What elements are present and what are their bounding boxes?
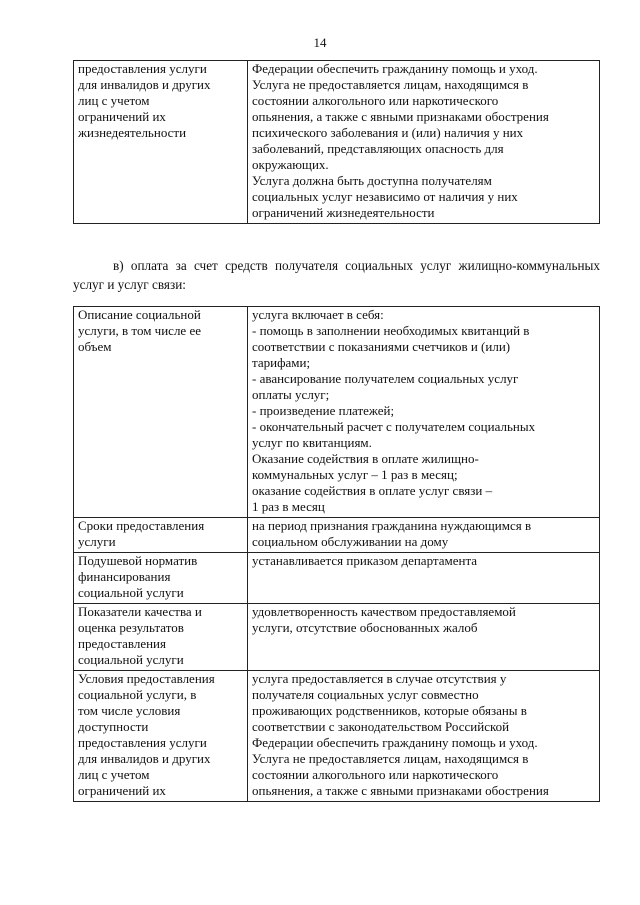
table-row xyxy=(74,671,600,802)
table-row xyxy=(74,604,600,671)
table-cell-label: Подушевой норматив финансирования социальной услуги xyxy=(74,553,248,604)
table-cell-label: Показатели качества и оценка результатов предоставления социальной услуги xyxy=(74,604,248,671)
table-cell-value: услуга предоставляется в случае отсутствия у получателя социальных услуг совместно проживающих родственников, которые обязаны в соответствии с законодательством Российской Федерации обеспечить гражданину помощь и уход. Услуга не предоставляется лицам, находящимся в состоянии алкогольного или наркотического опьянения, а также с явными признаками обострения xyxy=(248,671,600,802)
continued-service-table xyxy=(73,60,600,224)
section-paragraph: в) оплата за счет средств получателя социальных услуг жилищно-коммунальных услуг и услуг связи: xyxy=(73,258,600,292)
table-cell-value: Федерации обеспечить гражданину помощь и уход. Услуга не предоставляется лицам, находящимся в состоянии алкогольного или наркотического опьянения, а также с явными признаками обострения психического заболевания и (или) наличия у них заболеваний, представляющих опасность для окружающих. Услуга должна быть доступна получателям социальных услуг независимо от наличия у них ограничений жизнедеятельности xyxy=(248,61,600,224)
table-cell-value: устанавливается приказом департамента xyxy=(248,553,600,604)
service-description-table xyxy=(73,306,600,802)
table-cell-label: Описание социальной услуги, в том числе ее объем xyxy=(74,307,248,518)
page-number: 14 xyxy=(313,35,327,50)
table-cell-value: удовлетворенность качеством предоставляемой услуги, отсутствие обоснованных жалоб xyxy=(248,604,600,671)
table-cell-label: предоставления услуги для инвалидов и других лиц с учетом ограничений их жизнедеятельности xyxy=(74,61,248,224)
table-row xyxy=(74,61,600,224)
table-row xyxy=(74,553,600,604)
table-cell-label: Условия предоставления социальной услуги, в том числе условия доступности предоставления услуги для инвалидов и других лиц с учетом ограничений их xyxy=(74,671,248,802)
table-cell-label: Сроки предоставления услуги xyxy=(74,518,248,553)
table-row xyxy=(74,518,600,553)
table-cell-value: на период признания гражданина нуждающимся в социальном обслуживании на дому xyxy=(248,518,600,553)
table-row xyxy=(74,307,600,518)
table-cell-value: услуга включает в себя: - помощь в заполнении необходимых квитанций в соответствии с показаниями счетчиков и (или) тарифами; - авансирование получателем социальных услуг оплаты услуг; - произведение платежей; - окончательный расчет с получателем социальных услуг по квитанциям. Оказание содействия в оплате жилищно- коммунальных услуг – 1 раз в месяц; оказание содействия в оплате услуг связи – 1 раз в месяц xyxy=(248,307,600,518)
